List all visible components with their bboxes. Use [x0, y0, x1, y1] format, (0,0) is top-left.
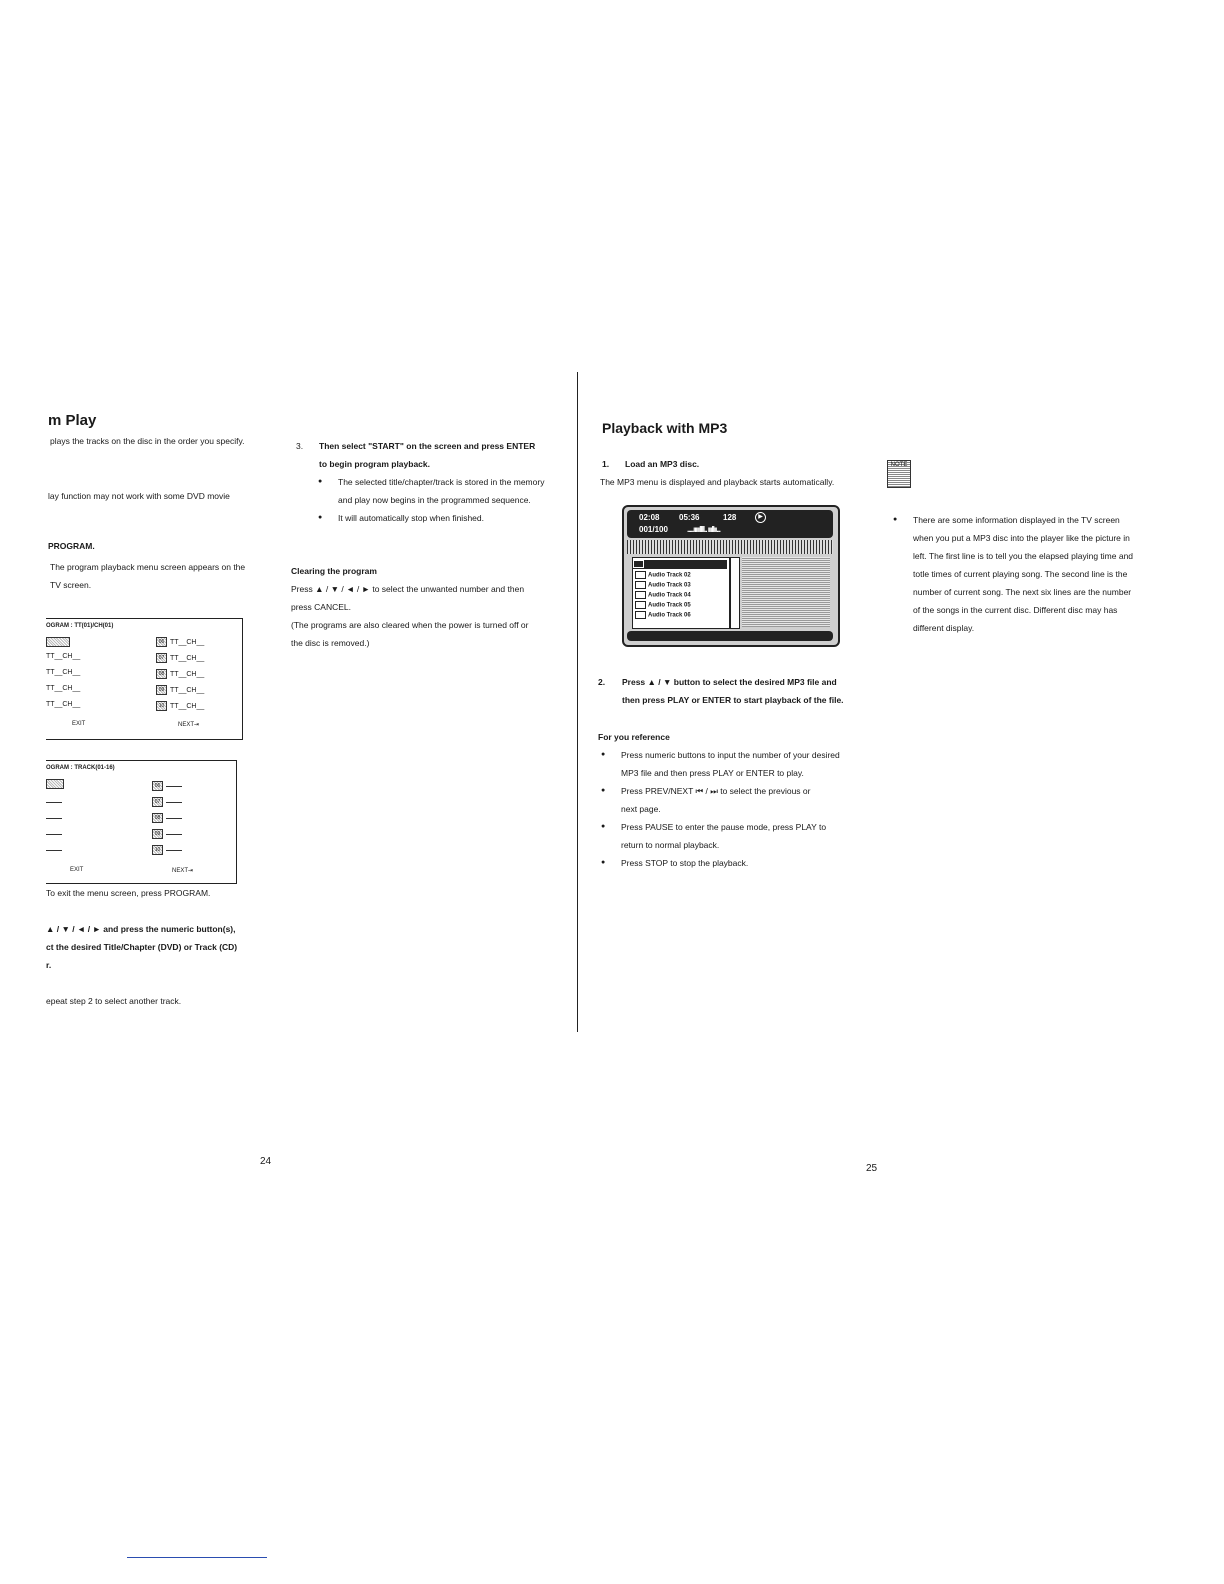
mp3-bottom-bar	[627, 631, 833, 641]
repeat-step: epeat step 2 to select another track.	[46, 996, 182, 1006]
reference-4: ● Press STOP to stop the playback.	[621, 854, 748, 872]
track-name: Audio Track 05	[648, 602, 691, 609]
table1-left-row: TT__CH__	[46, 685, 81, 692]
step1-desc-2: TV screen.	[50, 580, 92, 590]
table2-right-row	[152, 845, 182, 855]
track-count: 001/100	[639, 525, 668, 534]
mp3-step1: Load an MP3 disc.	[625, 459, 700, 469]
table1-left-row: TT__CH__	[46, 701, 81, 708]
slot-value: TT__CH__	[170, 686, 205, 694]
step1-desc-1: The program playback menu screen appears on the	[50, 562, 246, 572]
table2-right-row	[152, 797, 182, 807]
clearing-title: Clearing the program	[291, 566, 377, 576]
file-icon	[635, 611, 646, 619]
page-fold-divider	[577, 372, 578, 1032]
track-name: Audio Track 03	[648, 582, 691, 589]
mp3-step2-line-2: then press PLAY or ENTER to start playback of the file.	[622, 695, 844, 705]
list-item	[635, 601, 691, 609]
reference-1-line-1: ● Press numeric buttons to input the number of your desired	[621, 746, 840, 764]
table1-exit: EXIT	[72, 721, 86, 727]
table1-right-row	[156, 653, 204, 663]
slot-number: 09	[156, 685, 167, 695]
step3-bullet-1-line-1: ● The selected title/chapter/track is stored in the memory	[338, 473, 544, 491]
table2-left-row	[46, 779, 67, 789]
file-icon	[635, 591, 646, 599]
table1-next: NEXT⇥	[178, 722, 200, 728]
track-name: Audio Track 02	[648, 572, 691, 579]
slot-number: 07	[156, 653, 167, 663]
total-time: 05:36	[679, 513, 700, 522]
note-line-4: totle times of current playing song. The second line is the	[913, 569, 1128, 579]
step2-line-2: ct the desired Title/Chapter (DVD) or Track (CD)	[46, 942, 238, 952]
file-icon	[635, 581, 646, 589]
right-page-title: Playback with MP3	[602, 420, 728, 436]
table2-left-row	[46, 815, 62, 822]
note-line-3: left. The first line is to tell you the elapsed playing time and	[913, 551, 1134, 561]
step2-line-1: ▲ / ▼ / ◄ / ► and press the numeric button(s),	[46, 924, 236, 934]
program-table-track	[46, 760, 237, 884]
slot-number: 07	[152, 797, 163, 807]
slot-number: 08	[156, 669, 167, 679]
step3-number: 3.	[296, 441, 304, 451]
step3-bullet-2: ● It will automatically stop when finished.	[338, 509, 484, 527]
page-number-right: 25	[866, 1163, 878, 1174]
mp3-step1-desc: The MP3 menu is displayed and playback starts automatically.	[600, 477, 835, 487]
table1-header: OGRAM : TT(01)/CH(01)	[46, 623, 114, 629]
reference-2-line-2: next page.	[621, 804, 661, 814]
step2-line-3: r.	[46, 960, 52, 970]
left-page-title: m Play	[48, 412, 97, 429]
table2-left-row	[46, 847, 62, 854]
clearing-line-1: Press ▲ / ▼ / ◄ / ► to select the unwanted number and then	[291, 584, 525, 594]
clearing-line-2: press CANCEL.	[291, 602, 351, 612]
slot-number: 09	[152, 829, 163, 839]
selected-slot-icon	[46, 779, 64, 789]
bottom-rule	[127, 1557, 267, 1558]
mp3-menu-screen	[622, 505, 840, 647]
table2-header: OGRAM : TRACK(01-16)	[46, 765, 115, 771]
file-icon	[635, 601, 646, 609]
slot-value: TT__CH__	[170, 654, 205, 662]
left-note-line: lay function may not work with some DVD movie	[48, 491, 230, 501]
table1-right-row	[156, 669, 204, 679]
slot-value: TT__CH__	[170, 702, 205, 710]
exit-note: To exit the menu screen, press PROGRAM.	[46, 888, 211, 898]
elapsed-time: 02:08	[639, 513, 660, 522]
reference-3-line-1: ● Press PAUSE to enter the pause mode, press PLAY to	[621, 818, 826, 836]
list-item	[635, 581, 691, 589]
table1-right-row	[156, 685, 204, 695]
play-status-icon: ▶	[755, 512, 766, 523]
note-line-6: of the songs in the current disc. Different disc may has	[913, 605, 1118, 615]
track-name: Audio Track 04	[648, 592, 691, 599]
mp3-picture-area	[742, 557, 830, 627]
list-scrollbar	[730, 557, 740, 629]
mp3-path-strip	[627, 540, 833, 554]
list-item	[635, 571, 691, 579]
mp3-track-list	[632, 557, 730, 629]
note-line-1: ● There are some information displayed in the TV screen	[913, 511, 1120, 529]
mp3-step1-number: 1.	[602, 459, 610, 469]
table2-right-row	[152, 813, 182, 823]
file-icon	[635, 571, 646, 579]
table1-left-row: TT__CH__	[46, 653, 81, 660]
mp3-status-bar	[627, 510, 833, 538]
step3-line-1: Then select "START" on the screen and press ENTER	[319, 441, 536, 451]
step3-bullet-1-line-2: and play now begins in the programmed sequence.	[338, 495, 531, 505]
reference-1-line-2: MP3 file and then press PLAY or ENTER to play.	[621, 768, 804, 778]
reference-title: For you reference	[598, 732, 670, 742]
program-table-title-chapter	[46, 618, 243, 740]
note-icon: NOTE	[887, 460, 911, 488]
slot-value: TT__CH__	[170, 670, 205, 678]
level-meter-icon: .....ıııııIIII.. ıııIIıı...	[687, 525, 721, 534]
table1-left-row	[46, 637, 73, 647]
slot-number: 08	[152, 813, 163, 823]
list-item	[635, 591, 691, 599]
clearing-line-4: the disc is removed.)	[291, 638, 370, 648]
file-icon	[633, 560, 644, 568]
page-number-left: 24	[260, 1156, 272, 1167]
table2-next: NEXT⇥	[172, 868, 194, 874]
step1-program: PROGRAM.	[48, 541, 95, 551]
clearing-line-3: (The programs are also cleared when the power is turned off or	[291, 620, 529, 630]
table2-exit: EXIT	[70, 867, 84, 873]
step3-line-2: to begin program playback.	[319, 459, 430, 469]
track-name: Audio Track 06	[648, 612, 691, 619]
bitrate: 128	[723, 513, 737, 522]
mp3-step2-line-1: Press ▲ / ▼ button to select the desired MP3 file and	[622, 677, 837, 687]
reference-3-line-2: return to normal playback.	[621, 840, 720, 850]
slot-number: 10	[156, 701, 167, 711]
table2-right-row	[152, 781, 182, 791]
note-line-5: number of current song. The next six lines are the number	[913, 587, 1132, 597]
table2-left-row	[46, 831, 62, 838]
slot-value: TT__CH__	[170, 638, 205, 646]
slot-number: 06	[156, 637, 167, 647]
left-intro: plays the tracks on the disc in the order you specify.	[50, 436, 245, 446]
reference-2-line-1: ● Press PREV/NEXT ⏮ / ⏭ to select the previous or	[621, 782, 810, 800]
table1-left-row: TT__CH__	[46, 669, 81, 676]
table2-left-row	[46, 799, 62, 806]
table1-right-row	[156, 637, 204, 647]
list-item	[635, 611, 691, 619]
list-item-selected	[633, 560, 727, 569]
note-line-2: when you put a MP3 disc into the player like the picture in	[913, 533, 1130, 543]
table2-right-row	[152, 829, 182, 839]
table1-right-row	[156, 701, 204, 711]
slot-number: 10	[152, 845, 163, 855]
slot-number: 06	[152, 781, 163, 791]
selected-slot-icon	[46, 637, 70, 647]
note-line-7: different display.	[913, 623, 975, 633]
mp3-step2-number: 2.	[598, 677, 606, 687]
